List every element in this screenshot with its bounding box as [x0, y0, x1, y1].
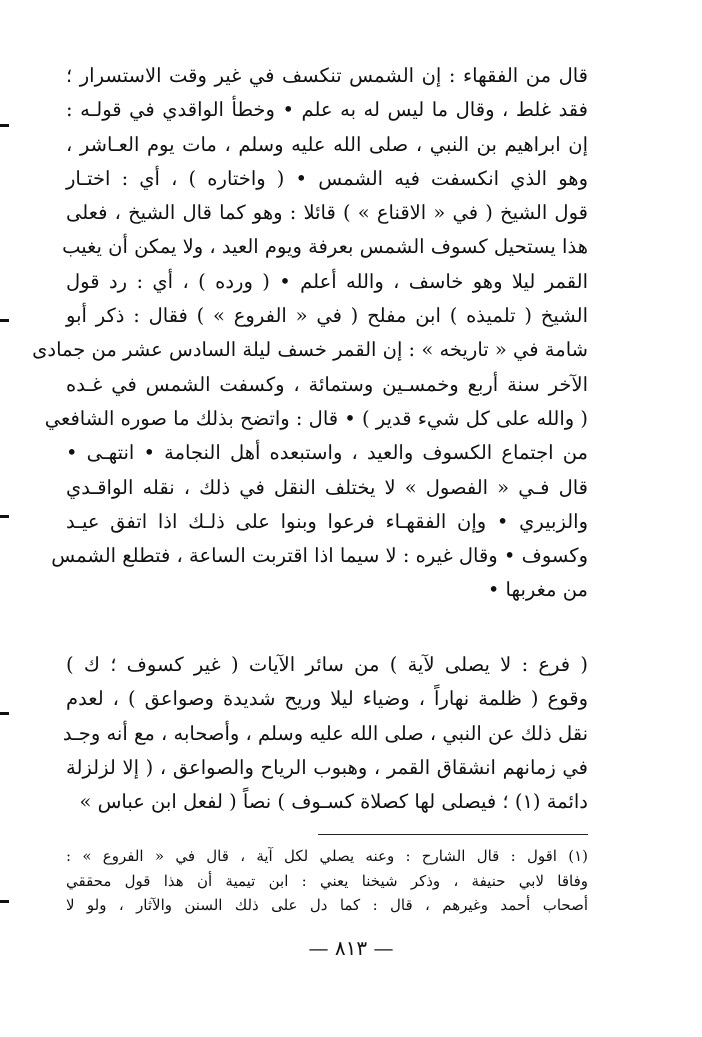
text-line: قول الشيخ ( في « الاقناع » ) قائلا : وهو كما قال الشيخ ، فعلى [66, 201, 588, 225]
text-line: قال من الفقهاء : إن الشمس تنكسف في غير وقت الاستسرار ؛ [66, 64, 588, 87]
text-line: هذا يستحيل كسوف الشمس بعرفة ويوم العيد ، ولا يمكن أن يغيب [62, 235, 588, 259]
text-line: والزبيري • وإن الفقهـاء فرعوا وبنوا على ذلـك اذا اتفق عيـد [66, 509, 588, 533]
text-line: شامة في « تاريخه » : إن القمر خسف ليلة السادس عشر من جمادى [32, 338, 588, 362]
text-line: الشيخ ( تلميذه ) ابن مفلح ( في « الفروع » ) فقال : ذكر أبو [66, 304, 588, 328]
margin-mark [0, 712, 9, 715]
section-paragraph [62, 648, 588, 819]
text-line: وقوع ( ظلمة نهاراً ، وضياء ليلا وريح شديدة وصواعق ) ، لعدم [66, 687, 588, 711]
text-line: فقد غلط ، وقال ما ليس له به علم • وخطأ الواقدي في قولـه : [66, 98, 588, 122]
footnote-divider [318, 834, 588, 835]
text-line: الآخر سنة أربع وخمسـين وستمائة ، وكسفت الشمس في غـده [66, 372, 588, 396]
footnote-line: (١) اقول : قال الشارح : وعنه يصلي لكل آية ، قال في « الفروع » : [66, 847, 588, 865]
text-line: وكسوف • وقال غيره : لا سيما اذا اقتربت الساعة ، فتطلع الشمس [51, 544, 588, 568]
margin-mark [0, 124, 9, 127]
text-line: قال فـي « الفصول » لا يختلف النقل في ذلك ، نقله الواقـدي [66, 475, 588, 499]
text-line: ( والله على كل شيء قدير ) • قال : واتضح بذلك ما صوره الشافعي [44, 406, 588, 430]
text-line: وهو الذي انكسفت فيه الشمس • ( واختاره ) ، أي : اختـار [66, 166, 588, 190]
margin-mark [0, 900, 9, 903]
text-line: نقل ذلك عن النبي ، صلى الله عليه وسلم ، وأصحابه ، مع أنه وجـد [62, 721, 588, 745]
main-text [32, 59, 588, 608]
page-number: — ٨١٣ — [308, 936, 394, 960]
footnote [66, 844, 588, 918]
margin-mark [0, 319, 9, 322]
text-line: من مغربها • [487, 578, 588, 602]
footnote-line: وفاقا لابي حنيفة ، وذكر شيخنا يعني : ابن تيمية أن هذا قول محققي [66, 871, 588, 890]
text-line: إن ابراهيم بن النبي ، صلى الله عليه وسلم ، مات يوم العـاشر ، [66, 132, 588, 156]
text-line: دائمة (١) ؛ فيصلى لها كصلاة كسـوف ) نصاً ( لفعل ابن عباس » [79, 790, 588, 814]
margin-mark [0, 515, 9, 518]
text-line: القمر ليلا وهو خاسف ، والله أعلم • ( ورده ) ، أي : رد قول [66, 269, 588, 293]
text-line: في زمانهم انشقاق القمر ، وهبوب الرياح والصواعق ، ( إلا لزلزلة [66, 755, 588, 779]
text-line: من اجتماع الكسوف والعيد ، واستبعده أهل النجامة • انتهـى • [66, 441, 588, 465]
footnote-line: أصحاب أحمد وغيرهم ، قال : كما دل على ذلك السنن والآثار ، ولو لا [66, 896, 588, 914]
text-line: ( فرع : لا يصلى لآية ) من سائر الآيات ( غير كسوف ؛ ك ) [66, 653, 588, 676]
